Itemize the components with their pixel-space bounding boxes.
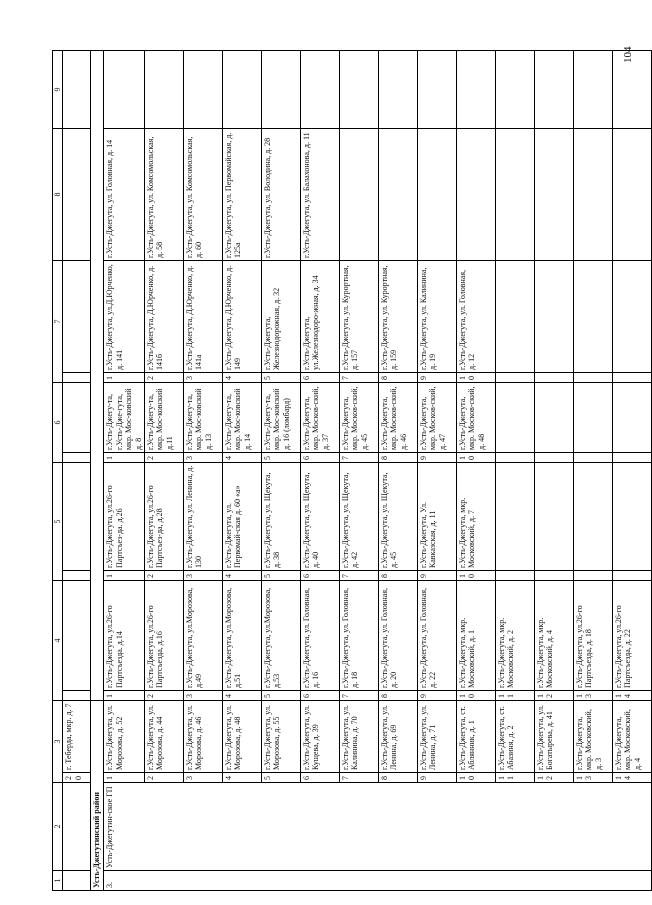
- header-col-2: 2: [53, 783, 63, 871]
- col3-number: 14: [613, 773, 652, 783]
- col6-number: [613, 453, 652, 463]
- col3-address: г.Усть-Джегута, ул. Морозова, д. 55: [262, 701, 301, 773]
- col8-address: г.Усть-Джегута, ул. Комсомольская, д. 58: [145, 129, 184, 261]
- col5-address: г.Усть-Джегута, ул. Ленина, д. 130: [184, 463, 223, 571]
- table-row: [184, 51, 223, 891]
- addresses-table: [52, 50, 652, 891]
- col8-address: [340, 129, 379, 261]
- table-row: [145, 51, 184, 891]
- col6-address: г.Усть-Джегута, мкр. Москов-ский, д. 48: [457, 383, 496, 453]
- col5-number: 3: [184, 571, 223, 581]
- col8-address: [496, 129, 535, 261]
- col5-number: 7: [340, 571, 379, 581]
- col4-address: г.Усть-Джегута, ул.Морозова, д.53: [262, 581, 301, 691]
- col7-address: [496, 261, 535, 373]
- col3-number: 13: [574, 773, 613, 783]
- col3-address: г.Усть-Джегута, ул. Кущева, д. 39: [301, 701, 340, 773]
- table-row: [496, 51, 535, 891]
- col7-number: 2: [145, 373, 184, 383]
- col4-number: 7: [340, 691, 379, 701]
- col6-number: 7: [340, 453, 379, 463]
- col4-number: 3: [184, 691, 223, 701]
- col5-number: 6: [301, 571, 340, 581]
- col5-address: г.Усть-Джегута, ул. Щекута, д. 42: [340, 463, 379, 571]
- col6-address: [613, 383, 652, 453]
- col7-address: г.Усть-Джегута, Железнодорожная, д. 32: [262, 261, 301, 373]
- col9-cell: [613, 51, 652, 129]
- col6-address: г.Усть-Джегу-та, мкр. Мос-ковский д. 16 (ломбард): [262, 383, 301, 453]
- col4-address: г.Усть-Джегута, ул. Головная, д. 20: [379, 581, 418, 691]
- col5-address: г.Усть-Джегута, ул.26-го Партсъез-да. д.26: [104, 463, 145, 571]
- col7-address: г.Усть-Джегута, ул.Железнодоро-жная, д. 34: [301, 261, 340, 373]
- col9-cell: [301, 51, 340, 129]
- page-number: 104: [622, 46, 634, 63]
- col7-address: [574, 261, 613, 373]
- col5-number: 5: [262, 571, 301, 581]
- col4-number: 8: [379, 691, 418, 701]
- col4-address: г.Усть-Джегута, ул.26-го Партсъезда, д. 18: [574, 581, 613, 691]
- table-row: [418, 51, 457, 891]
- col5-number: 4: [223, 571, 262, 581]
- col8-address: г.Усть-Джегута, ул. Балахонова, д. 11: [301, 129, 340, 261]
- col3-address: г.Усть-Джегута, мкр. Московский, д. 3: [574, 701, 613, 773]
- col3-number: 10: [457, 773, 496, 783]
- col7-number: [535, 373, 574, 383]
- prev-number: 20: [63, 773, 91, 783]
- col3-number: 8: [379, 773, 418, 783]
- col5-number: [535, 571, 574, 581]
- col8-address: г.Усть-Джегута, ул. Головная, д. 14: [104, 129, 145, 261]
- col9-cell: [340, 51, 379, 129]
- col6-number: [574, 453, 613, 463]
- col4-number: 6: [301, 691, 340, 701]
- col5-address: г.Усть-Джегута, ул. Щекута, д. 38: [262, 463, 301, 571]
- col4-number: 10: [457, 691, 496, 701]
- col7-number: 10: [457, 373, 496, 383]
- col4-address: г.Усть-Джегута, ул.26-го Партсъезда, д. 22: [613, 581, 652, 691]
- col4-number: 9: [418, 691, 457, 701]
- col6-number: [496, 453, 535, 463]
- col7-address: г.Усть-Джегута, ул. Курортная, д. 159: [379, 261, 418, 373]
- col5-address: [613, 463, 652, 571]
- col3-address: г.Усть-Джегута, ул. Калинина, д. 70: [340, 701, 379, 773]
- col4-address: г.Усть-Джегута, мкр. Московский, д. 4: [535, 581, 574, 691]
- col7-number: 1: [104, 373, 145, 383]
- table-row: [301, 51, 340, 891]
- col6-number: 8: [379, 453, 418, 463]
- col7-number: 4: [223, 373, 262, 383]
- table-body: [53, 51, 652, 891]
- col7-address: г.Усть-Джегута, ул. Головная, д. 12: [457, 261, 496, 373]
- col5-address: г.Усть-Джегута, Ул. Кавказская, д. 11: [418, 463, 457, 571]
- col6-address: г.Усть-Джегу-та, г.Усть-Дже-гута, мкр. Мос-ковский д. 8: [104, 383, 145, 453]
- col3-number: 6: [301, 773, 340, 783]
- col6-number: 2: [145, 453, 184, 463]
- col3-number: 7: [340, 773, 379, 783]
- col5-number: 8: [379, 571, 418, 581]
- col5-address: г.Усть-Джегута, ул. Щекута, д. 45: [379, 463, 418, 571]
- col3-address: г.Усть-Джегута, ул. Ленина, д. 69: [379, 701, 418, 773]
- col7-number: 3: [184, 373, 223, 383]
- col7-address: г.Усть-Джегута, Д.Юрченко, д. 141б: [145, 261, 184, 373]
- col7-address: г.Усть-Джегута, Д.Юрченко, д. 141а: [184, 261, 223, 373]
- col8-address: г.Усть-Джегута, ул. Комсомольская, д. 60: [184, 129, 223, 261]
- col5-address: г.Усть-Джегута, ул. Первомай-ская д. 60 «а»: [223, 463, 262, 571]
- table-row: [535, 51, 574, 891]
- col4-number: 13: [574, 691, 613, 701]
- col9-cell: [457, 51, 496, 129]
- col7-number: 7: [340, 373, 379, 383]
- col9-cell: [379, 51, 418, 129]
- col7-number: 9: [418, 373, 457, 383]
- col4-address: г.Усть-Джегута, ул.26-го Партсъезда. д.14: [104, 581, 145, 691]
- header-row: [53, 51, 63, 891]
- col9-cell: [262, 51, 301, 129]
- table-row: [262, 51, 301, 891]
- col5-number: 1: [104, 571, 145, 581]
- col3-number: 5: [262, 773, 301, 783]
- col3-address: г.Усть-Джегута, ул. Богатырева, д. 41: [535, 701, 574, 773]
- col7-number: 8: [379, 373, 418, 383]
- col7-address: г.Усть-Джегута, ул.Д.Юрченко, д. 141: [104, 261, 145, 373]
- col6-address: г.Усть-Джегу-та, мкр. Мос-ковский д.11: [145, 383, 184, 453]
- col6-address: г.Усть-Джегу-та, мкр. Мос-ковский д. 13: [184, 383, 223, 453]
- col3-address: г.Усть-Джегута, ул. Морозова, д. 46: [184, 701, 223, 773]
- header-col-6: 6: [53, 383, 63, 463]
- col4-number: 2: [145, 691, 184, 701]
- col5-address: г.Усть-Джегута, ул. Щекута, д. 40: [301, 463, 340, 571]
- col6-number: 10: [457, 453, 496, 463]
- col8-address: [613, 129, 652, 261]
- col8-address: [574, 129, 613, 261]
- header-col-7: 7: [53, 261, 63, 383]
- col8-address: [418, 129, 457, 261]
- col8-address: [457, 129, 496, 261]
- col7-number: 6: [301, 373, 340, 383]
- col5-address: [535, 463, 574, 571]
- header-col-3: 3: [53, 701, 63, 783]
- table-row: [457, 51, 496, 891]
- col3-address: г.Усть-Джегута, ул. Морозова, д. 52: [104, 701, 145, 773]
- col5-number: [574, 571, 613, 581]
- col7-address: г.Усть-Джегута, ул. Калинина, д. 19: [418, 261, 457, 373]
- col3-address: г.Усть-Джегута, ст. Аблянник, д. 1: [457, 701, 496, 773]
- region-number: 3.: [104, 871, 652, 891]
- col3-number: 2: [145, 773, 184, 783]
- col8-address: г.Усть-Джегута, ул. Володина, д. 28: [262, 129, 301, 261]
- col3-number: 12: [535, 773, 574, 783]
- col6-number: 9: [418, 453, 457, 463]
- col9-cell: [223, 51, 262, 129]
- col5-number: [613, 571, 652, 581]
- col9-cell: [496, 51, 535, 129]
- col4-number: 14: [613, 691, 652, 701]
- col6-number: 6: [301, 453, 340, 463]
- col6-number: [535, 453, 574, 463]
- district-name: Усть-Джегутинский район: [91, 701, 104, 891]
- col4-number: 4: [223, 691, 262, 701]
- col9-cell: [418, 51, 457, 129]
- col3-address: г.Усть-Джегута, ул. Морозова, д. 48: [223, 701, 262, 773]
- col5-address: [574, 463, 613, 571]
- prev-address: г. Теберда, мкр. д. 7: [63, 701, 91, 773]
- col8-address: г.Усть-Джегута, ул. Первомайская, д. 125а: [223, 129, 262, 261]
- col5-address: [496, 463, 535, 571]
- col7-address: [535, 261, 574, 373]
- col4-address: г.Усть-Джегута, ул. Головная, д. 16: [301, 581, 340, 691]
- col6-number: 5: [262, 453, 301, 463]
- col9-cell: [535, 51, 574, 129]
- col6-address: г.Усть-Джегута, мкр. Москов-ский, д. 45: [340, 383, 379, 453]
- table-row: [574, 51, 613, 891]
- table-row: [379, 51, 418, 891]
- header-col-8: 8: [53, 129, 63, 261]
- col4-address: г.Усть-Джегута, ул.Морозова, д.51: [223, 581, 262, 691]
- col4-number: 11: [496, 691, 535, 701]
- header-col-1: 1: [53, 871, 63, 891]
- col5-address: г.Усть-Джегута, ул.26-го Партсъез-да, д.28: [145, 463, 184, 571]
- region-name: Усть-Джегутин-ское ГП: [104, 783, 652, 871]
- col4-address: г.Усть-Джегута, ул. Головная, д. 18: [340, 581, 379, 691]
- col7-number: [613, 373, 652, 383]
- col5-address: г.Усть-Джегута, мкр. Московский, д. 7: [457, 463, 496, 571]
- col4-address: г.Усть-Джегута, ул.Морозова, д.49: [184, 581, 223, 691]
- col6-address: г.Усть-Джегута, мкр. Москов-ский, д. 47: [418, 383, 457, 453]
- col7-number: [574, 373, 613, 383]
- col6-address: г.Усть-Джегута, мкр. Москов-ский, д. 46: [379, 383, 418, 453]
- col3-number: 9: [418, 773, 457, 783]
- col3-address: г.Усть-Джегута, ст. Абазиня, д. 2: [496, 701, 535, 773]
- table-row: [104, 51, 145, 891]
- col3-address: г.Усть-Джегута, ул. Морозова, д. 44: [145, 701, 184, 773]
- header-col-9: 9: [53, 51, 63, 129]
- col7-address: [613, 261, 652, 373]
- prev-row: [63, 51, 91, 891]
- col3-address: г.Усть-Джегута, мкр. Московский, д. 4: [613, 701, 652, 773]
- col3-number: 3: [184, 773, 223, 783]
- col6-address: [535, 383, 574, 453]
- col9-cell: [145, 51, 184, 129]
- col3-number: 11: [496, 773, 535, 783]
- col7-number: 5: [262, 373, 301, 383]
- col5-number: 10: [457, 571, 496, 581]
- table-row: [223, 51, 262, 891]
- col7-number: [496, 373, 535, 383]
- col5-number: 2: [145, 571, 184, 581]
- col8-address: [379, 129, 418, 261]
- col6-address: г.Усть-Джегута, мкр. Москов-ский, д. 37: [301, 383, 340, 453]
- col7-address: г.Усть-Джегута, Д.Юрченко, д. 149: [223, 261, 262, 373]
- col3-address: г.Усть-Джегута, ул. Ленина, д. 71: [418, 701, 457, 773]
- col4-number: 1: [104, 691, 145, 701]
- col5-number: 9: [418, 571, 457, 581]
- col9-cell: [574, 51, 613, 129]
- col4-address: г.Усть-Джегута, ул. Головная, д. 22: [418, 581, 457, 691]
- col4-address: г.Усть-Джегута, мкр. Московский, д. 1: [457, 581, 496, 691]
- col9-cell: [104, 51, 145, 129]
- table-row: [613, 51, 652, 891]
- col6-number: 4: [223, 453, 262, 463]
- col3-number: 1: [104, 773, 145, 783]
- col5-number: [496, 571, 535, 581]
- col4-number: 12: [535, 691, 574, 701]
- col6-address: [574, 383, 613, 453]
- col3-number: 4: [223, 773, 262, 783]
- col4-number: 5: [262, 691, 301, 701]
- col6-address: [496, 383, 535, 453]
- col9-cell: [184, 51, 223, 129]
- col4-address: г.Усть-Джегута, мкр. Московский, д. 2: [496, 581, 535, 691]
- header-col-5: 5: [53, 463, 63, 581]
- col4-address: г.Усть-Джегута, ул.26-го Партсъезда, д.16: [145, 581, 184, 691]
- table-row: [340, 51, 379, 891]
- col7-address: г.Усть-Джегута, ул. Курортная, д. 157: [340, 261, 379, 373]
- col6-address: г.Усть-Джегу-та, мкр. Мос-ковский д. 14: [223, 383, 262, 453]
- header-col-4: 4: [53, 581, 63, 701]
- col8-address: [535, 129, 574, 261]
- col6-number: 3: [184, 453, 223, 463]
- col6-number: 1: [104, 453, 145, 463]
- district-row: [91, 51, 104, 891]
